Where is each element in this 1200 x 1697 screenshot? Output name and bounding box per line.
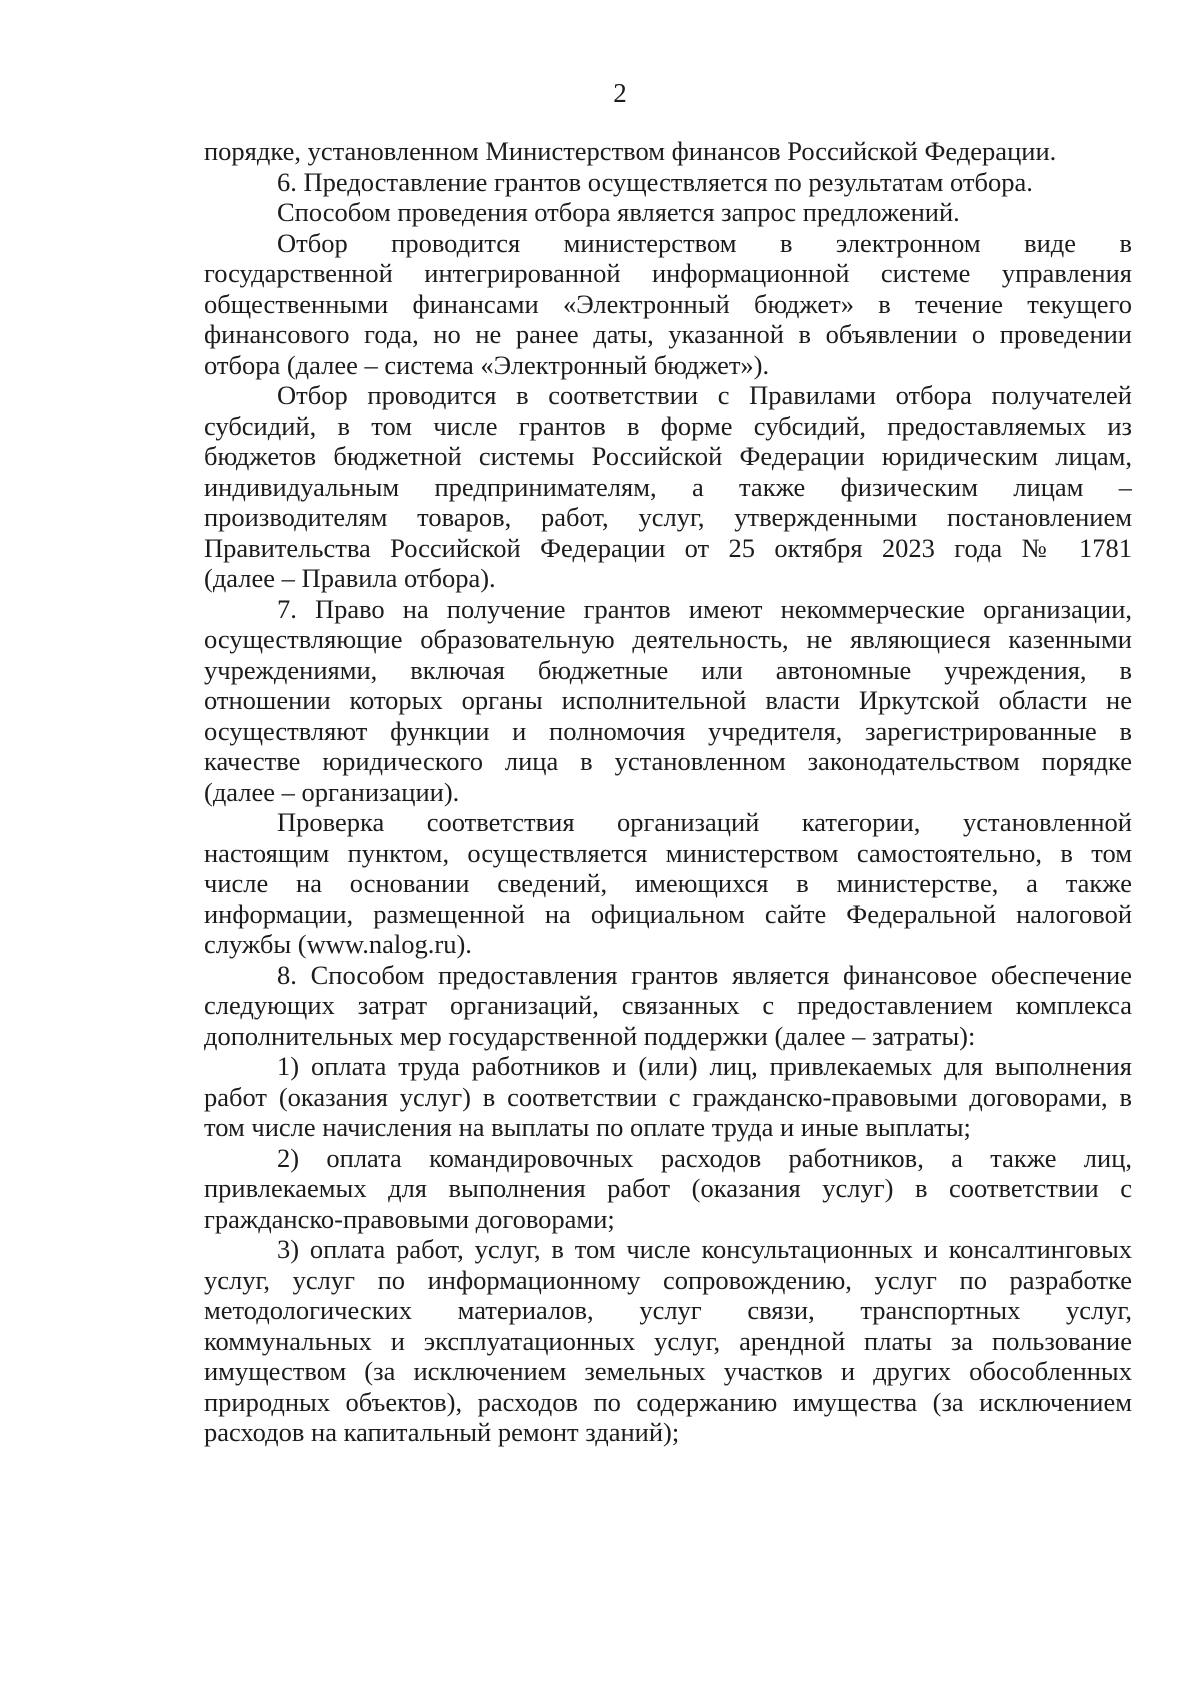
text-line: отбора (далее – система «Электронный бюджет»).	[204, 349, 770, 380]
text-line: следующих затрат организаций, связанных с предоставлением комплекса	[204, 990, 1132, 1020]
text-line: 8. Способом предоставления грантов является финансовое обеспечение	[277, 959, 1132, 990]
text-line: методологических материалов, услуг связи, транспортных услуг,	[204, 1295, 1132, 1325]
text-line: расходов на капитальный ремонт зданий);	[204, 1417, 680, 1447]
text-line: осуществляют функции и полномочия учредителя, зарегистрированные в	[204, 715, 1132, 746]
text-line: услуг, услуг по информационному сопровождению, услуг по разработке	[204, 1264, 1132, 1295]
text-line: 1) оплата труда работников и (или) лиц, привлекаемых для выполнения	[277, 1051, 1132, 1081]
text-line: качестве юридического лица в установленном законодательством порядке	[204, 746, 1132, 776]
text-line: том числе начисления на выплаты по оплате труда и иные выплаты;	[204, 1112, 971, 1142]
text-line: Правительства Российской Федерации от 25 октября 2023 года № 1781	[204, 532, 1132, 563]
text-line: природных объектов), расходов по содержанию имущества (за исключением	[204, 1386, 1132, 1417]
text-line: учреждениями, включая бюджетные или автономные учреждения, в	[204, 654, 1132, 685]
text-line: числе на основании сведений, имеющихся в министерстве, а также	[204, 868, 1132, 898]
text-line: Способом проведения отбора является запрос предложений.	[277, 197, 960, 227]
text-line: дополнительных мер государственной поддержки (далее – затраты):	[204, 1020, 976, 1051]
text-line: (далее – организации).	[204, 776, 460, 807]
text-line: субсидий, в том числе грантов в форме субсидий, предоставляемых из	[204, 410, 1132, 441]
text-line: коммунальных и эксплуатационных услуг, арендной платы за пользование	[204, 1325, 1132, 1356]
text-line: бюджетов бюджетной системы Российской Федерации юридическим лицам,	[204, 441, 1132, 471]
text-line: 6. Предоставление грантов осуществляется по результатам отбора.	[277, 166, 1033, 197]
text-line: производителям товаров, работ, услуг, утвержденными постановлением	[204, 502, 1132, 532]
text-line: 3) оплата работ, услуг, в том числе консультационных и консалтинговых	[277, 1234, 1132, 1264]
text-line: гражданско-правовыми договорами;	[204, 1203, 615, 1234]
text-line: индивидуальным предпринимателям, а также физическим лицам –	[204, 471, 1132, 502]
text-line: государственной интегрированной информационной системе управления	[204, 258, 1132, 288]
text-line: порядке, установленном Министерством финансов Российской Федерации.	[204, 136, 1057, 166]
text-line: службы (www.nalog.ru).	[204, 929, 472, 959]
text-line: Отбор проводится в соответствии с Правилами отбора получателей	[277, 380, 1132, 410]
text-line: настоящим пунктом, осуществляется министерством самостоятельно, в том	[204, 837, 1132, 868]
text-line: Проверка соответствия организаций категории, установленной	[277, 807, 1132, 837]
text-line: Отбор проводится министерством в электронном виде в	[277, 227, 1132, 258]
text-line: информации, размещенной на официальном сайте Федеральной налоговой	[204, 898, 1132, 929]
text-line: работ (оказания услуг) в соответствии с гражданско-правовыми договорами, в	[204, 1081, 1132, 1112]
page-number: 2	[613, 78, 627, 108]
text-line: финансового года, но не ранее даты, указанной в объявлении о проведении	[204, 319, 1132, 349]
text-line: имуществом (за исключением земельных участков и других обособленных	[204, 1356, 1132, 1386]
text-line: отношении которых органы исполнительной власти Иркутской области не	[204, 685, 1132, 715]
text-line: общественными финансами «Электронный бюджет» в течение текущего	[204, 288, 1132, 319]
text-line: осуществляющие образовательную деятельность, не являющиеся казенными	[204, 624, 1132, 654]
document-body	[204, 136, 1132, 1448]
text-line: (далее – Правила отбора).	[204, 563, 496, 593]
text-line: 2) оплата командировочных расходов работников, а также лиц,	[277, 1142, 1132, 1173]
text-line: привлекаемых для выполнения работ (оказания услуг) в соответствии с	[204, 1173, 1132, 1203]
text-line: 7. Право на получение грантов имеют некоммерческие организации,	[277, 593, 1132, 624]
